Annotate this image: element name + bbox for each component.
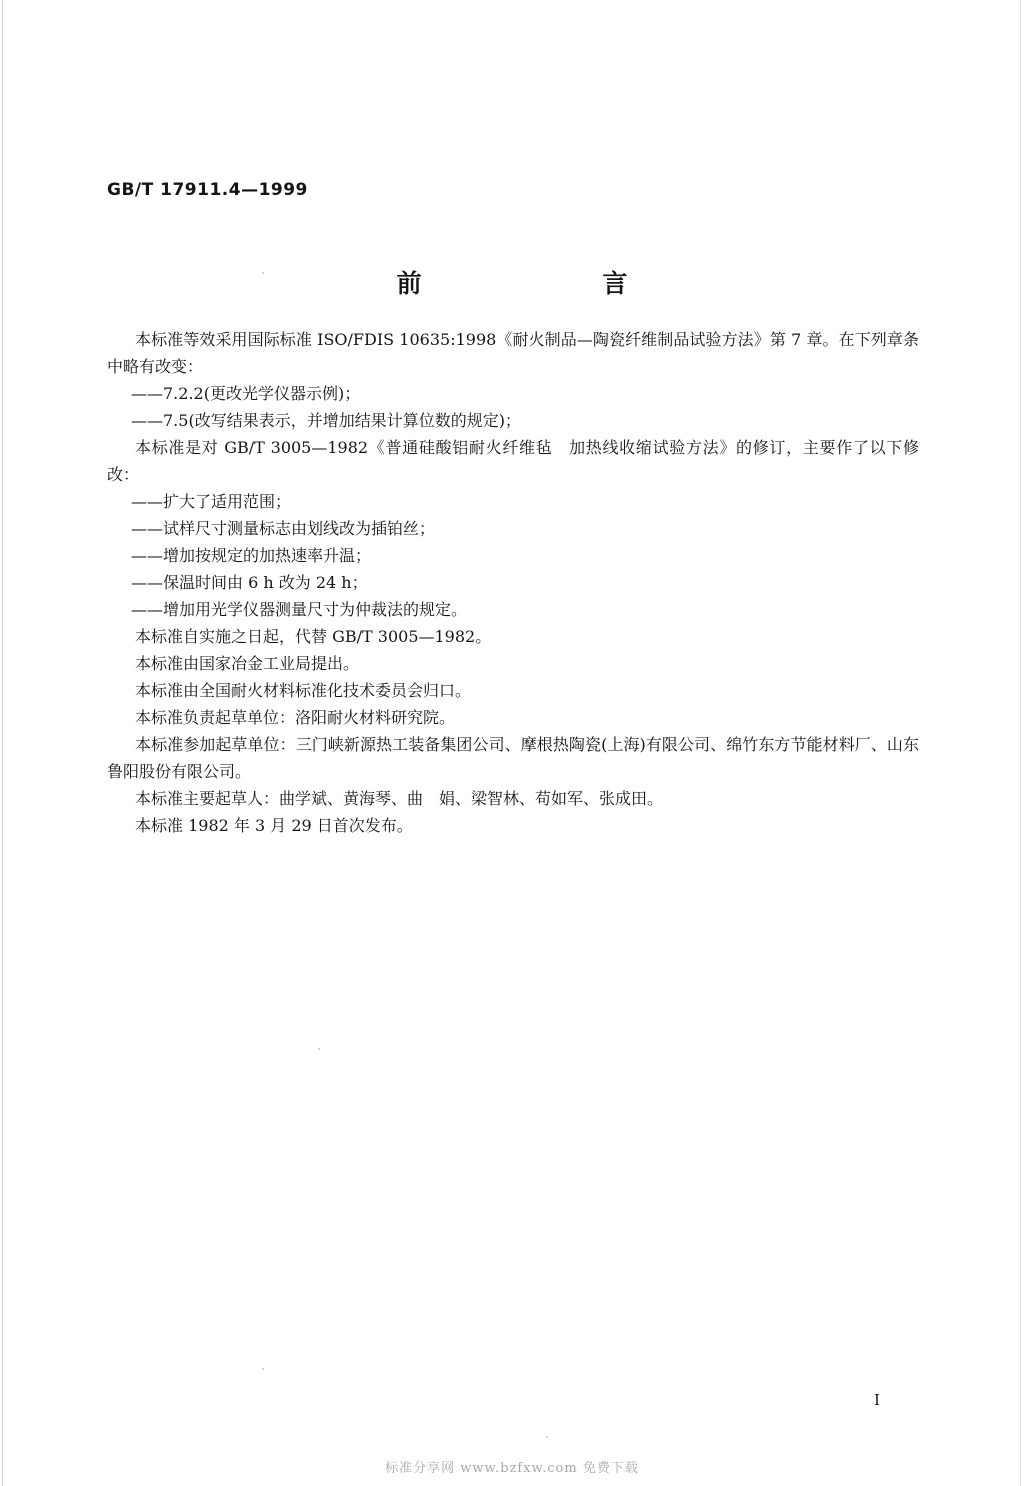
paragraph-first-issue: 本标准 1982 年 3 月 29 日首次发布。	[135, 816, 413, 835]
list-item-revision-2: ——试样尺寸测量标志由划线改为插铂丝；	[131, 519, 436, 538]
list-item-change-2: ——7.5(改写结果表示，并增加结果计算位数的规定)；	[131, 411, 521, 430]
list-item-change-1: ——7.2.2(更改光学仪器示例)；	[131, 384, 361, 403]
list-item-revision-1: ——扩大了适用范围；	[131, 492, 292, 511]
paragraph-participating-units: 本标准参加起草单位：三门峡新源热工装备集团公司、摩根热陶瓷(上海)有限公司、绵竹东方节能材料厂、山东鲁阳股份有限公司。	[107, 735, 919, 781]
standard-code: GB/T 17911.4—1999	[107, 180, 308, 200]
foreword-body	[107, 326, 919, 839]
scan-speck	[318, 1048, 320, 1050]
paragraph-centralized-by: 本标准由全国耐火材料标准化技术委员会归口。	[135, 681, 472, 700]
list-item-revision-3: ——增加按规定的加热速率升温；	[131, 546, 372, 565]
list-item-revision-5: ——增加用光学仪器测量尺寸为仲裁法的规定。	[131, 600, 468, 619]
paragraph-drafting-unit: 本标准负责起草单位：洛阳耐火材料研究院。	[135, 708, 456, 727]
paragraph-revision: 本标准是对 GB/T 3005—1982《普通硅酸铝耐火纤维毡 加热线收缩试验方法》的修订，主要作了以下修改：	[107, 438, 919, 484]
paragraph-adoption: 本标准等效采用国际标准 ISO/FDIS 10635:1998《耐火制品—陶瓷纤维制品试验方法》第 7 章。在下列章条中略有改变：	[107, 330, 919, 376]
scan-speck	[262, 272, 264, 274]
scan-edge-left	[2, 0, 3, 1486]
watermark: 标准分享网 www.bzfxw.com 免费下载	[385, 1461, 639, 1476]
list-item-revision-4: ——保温时间由 6 h 改为 24 h；	[131, 573, 368, 592]
paragraph-proposed-by: 本标准由国家冶金工业局提出。	[135, 654, 360, 673]
page-number: I	[874, 1391, 880, 1409]
scan-speck	[262, 1368, 264, 1370]
page-title: 前 言	[396, 269, 714, 298]
scan-speck	[546, 1436, 548, 1438]
paragraph-drafters: 本标准主要起草人：曲学斌、黄海琴、曲 娟、梁智林、苟如军、张成田。	[135, 789, 664, 808]
scan-edge-right	[1020, 0, 1021, 1486]
paragraph-replaces: 本标准自实施之日起，代替 GB/T 3005—1982。	[135, 627, 492, 646]
